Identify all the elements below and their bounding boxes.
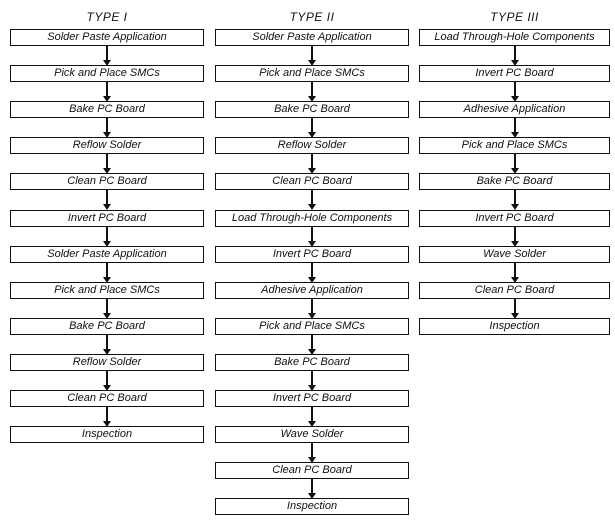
process-step: Invert PC Board [419,210,610,227]
process-step: Inspection [10,426,204,443]
column-type-2 [215,0,409,522]
column-type-3 [419,0,610,522]
process-step: Bake PC Board [215,354,409,371]
process-step: Bake PC Board [10,318,204,335]
process-step: Clean PC Board [10,390,204,407]
process-step: Solder Paste Application [10,29,204,46]
column-type-1 [10,0,204,522]
process-step: Reflow Solder [10,354,204,371]
column-title-type-2: TYPE II [289,10,335,24]
process-step: Wave Solder [419,246,610,263]
process-step: Invert PC Board [10,210,204,227]
process-step: Solder Paste Application [10,246,204,263]
process-step: Adhesive Application [419,101,610,118]
process-step: Pick and Place SMCs [10,282,204,299]
process-step: Adhesive Application [215,282,409,299]
process-step: Bake PC Board [10,101,204,118]
process-step: Reflow Solder [215,137,409,154]
process-step: Bake PC Board [215,101,409,118]
process-step: Invert PC Board [215,246,409,263]
process-step: Clean PC Board [10,173,204,190]
process-step: Load Through-Hole Components [215,210,409,227]
process-step: Clean PC Board [215,173,409,190]
process-step: Bake PC Board [419,173,610,190]
process-step: Pick and Place SMCs [10,65,204,82]
process-step: Clean PC Board [419,282,610,299]
process-step: Load Through-Hole Components [419,29,610,46]
column-title-type-1: TYPE I [86,10,128,24]
process-step: Pick and Place SMCs [215,318,409,335]
process-step: Pick and Place SMCs [419,137,610,154]
process-step: Invert PC Board [419,65,610,82]
process-step: Reflow Solder [10,137,204,154]
process-step: Clean PC Board [215,462,409,479]
process-step: Inspection [215,498,409,515]
process-step: Inspection [419,318,610,335]
process-step: Solder Paste Application [215,29,409,46]
column-title-type-3: TYPE III [490,10,539,24]
process-step: Invert PC Board [215,390,409,407]
process-step: Wave Solder [215,426,409,443]
process-step: Pick and Place SMCs [215,65,409,82]
